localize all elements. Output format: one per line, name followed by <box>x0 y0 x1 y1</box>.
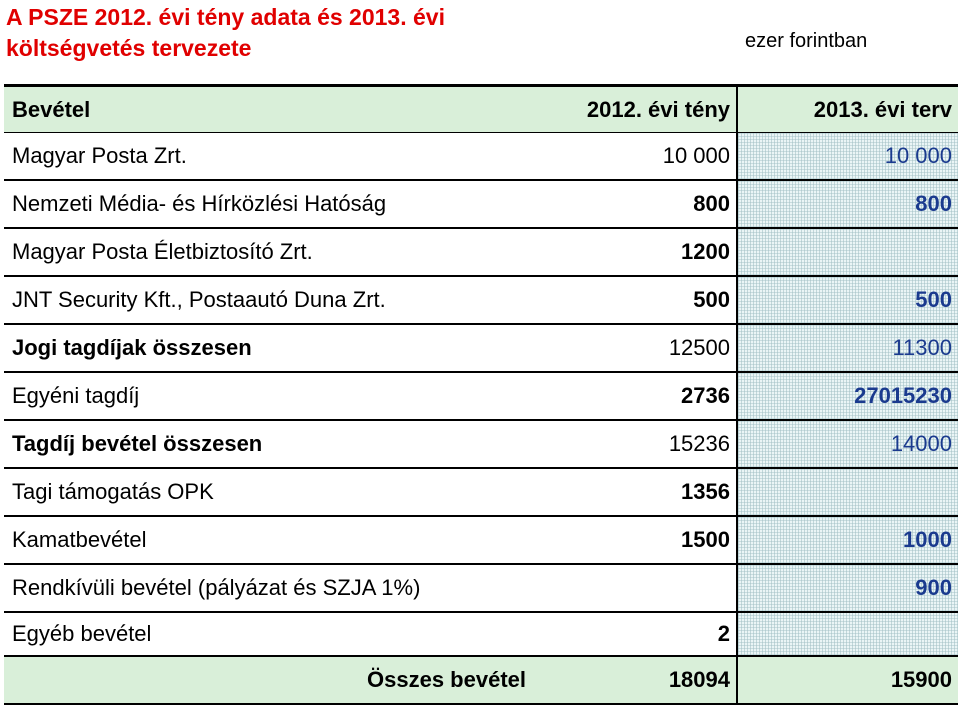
row-label: Egyéni tagdíj <box>12 383 140 408</box>
page-title <box>6 2 445 64</box>
row-label: JNT Security Kft., Postaautó Duna Zrt. <box>12 287 386 312</box>
row-label: Jogi tagdíjak összesen <box>12 335 252 360</box>
row-value-2013 <box>738 613 958 655</box>
row-value-2012: 800 <box>534 181 738 227</box>
header-2013: 2013. évi terv <box>738 87 958 132</box>
table-row <box>4 565 958 613</box>
row-value-2013: 11300 <box>738 325 958 371</box>
header-2012: 2012. évi tény <box>534 87 738 132</box>
table-row <box>4 325 958 373</box>
table-row <box>4 613 958 657</box>
row-label: Tagdíj bevétel összesen <box>12 431 263 456</box>
row-value-2012: 10 000 <box>534 133 738 179</box>
row-value-2013: 900 <box>738 565 958 611</box>
row-value-2012 <box>534 565 738 611</box>
row-value-2012: 12500 <box>534 325 738 371</box>
total-value-2013: 15900 <box>738 657 958 703</box>
row-value-2012: 500 <box>534 277 738 323</box>
table-total-row <box>4 657 958 705</box>
row-value-2012: 1200 <box>534 229 738 275</box>
row-label: Rendkívüli bevétel (pályázat és SZJA 1%) <box>12 575 421 600</box>
header-label: Bevétel <box>12 96 91 122</box>
table-header <box>4 87 958 133</box>
table-row <box>4 133 958 181</box>
title-line-1: A PSZE 2012. évi tény adata és 2013. évi <box>6 4 445 30</box>
row-value-2013: 500 <box>738 277 958 323</box>
row-value-2013: 1000 <box>738 517 958 563</box>
row-value-2013: 14000 <box>738 421 958 467</box>
row-value-2013 <box>738 469 958 515</box>
row-label: Nemzeti Média- és Hírközlési Hatóság <box>12 191 387 216</box>
row-value-2012: 2 <box>534 613 738 655</box>
row-value-2013: 800 <box>738 181 958 227</box>
row-label: Tagi támogatás OPK <box>12 479 214 504</box>
table-row <box>4 421 958 469</box>
table-row <box>4 517 958 565</box>
unit-label: ezer forintban <box>745 30 868 52</box>
table-row <box>4 469 958 517</box>
row-value-2012: 15236 <box>534 421 738 467</box>
total-value-2012: 18094 <box>534 657 738 703</box>
row-value-2012: 1500 <box>534 517 738 563</box>
revenue-table <box>4 84 958 705</box>
table-row <box>4 181 958 229</box>
row-label: Kamatbevétel <box>12 527 147 552</box>
table-row <box>4 373 958 421</box>
title-line-2: költségvetés tervezete <box>6 35 252 61</box>
row-label: Magyar Posta Zrt. <box>12 143 187 168</box>
row-value-2013 <box>738 229 958 275</box>
row-label: Magyar Posta Életbiztosító Zrt. <box>12 239 313 264</box>
row-value-2013: 10 000 <box>738 133 958 179</box>
row-label: Egyéb bevétel <box>12 621 152 646</box>
row-value-2013: 27015230 <box>738 373 958 419</box>
table-row <box>4 229 958 277</box>
total-label: Összes bevétel <box>367 667 526 692</box>
row-value-2012: 1356 <box>534 469 738 515</box>
row-value-2012: 2736 <box>534 373 738 419</box>
table-row <box>4 277 958 325</box>
